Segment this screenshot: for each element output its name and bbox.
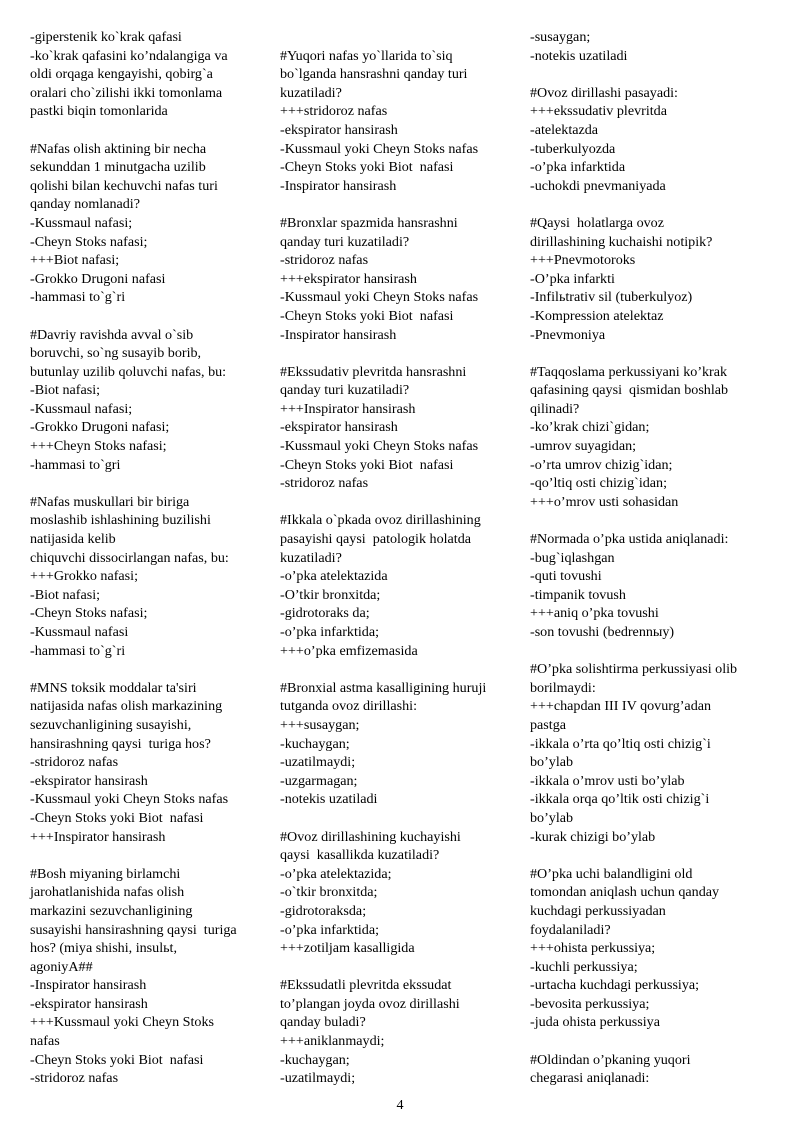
text-line: -ekspirator hansirash bbox=[30, 772, 148, 789]
text-line: -uchokdi pnevmaniyada bbox=[530, 177, 666, 194]
text-line: +++ekspirator hansirash bbox=[280, 270, 417, 287]
text-line: -Biot nafasi; bbox=[30, 382, 101, 399]
text-line bbox=[530, 846, 780, 865]
text-line: qanday turi kuzatiladi? bbox=[280, 382, 410, 399]
text-line: -o’pka infarktida; bbox=[280, 624, 380, 640]
text-line: qaysi kasallikda kuzatiladi? bbox=[280, 847, 440, 864]
text-line: sezuvchanligining susayishi, bbox=[30, 716, 192, 733]
text-line: #Davriy ravishda avval o`sib bbox=[30, 326, 194, 343]
text-line: -susaygan; bbox=[530, 29, 591, 45]
text-line: #Nafas muskullari bir biriga bbox=[30, 493, 190, 510]
text-line: pastga bbox=[530, 716, 567, 733]
text-line: sekunddan 1 minutgacha uzilib bbox=[30, 159, 206, 176]
text-line: -ekspirator hansirash bbox=[280, 419, 398, 436]
text-line: natijasida nafas olish markazining bbox=[30, 698, 223, 715]
text-line bbox=[280, 344, 520, 363]
text-line: -Cheyn Stoks yoki Biot nafasi bbox=[280, 456, 454, 473]
text-line: -Cheyn Stoks nafasi; bbox=[30, 605, 148, 622]
text-line: tomondan aniqlash uchun qanday bbox=[530, 884, 720, 901]
text-line: natijasida kelib bbox=[30, 531, 116, 548]
text-line: -Inspirator hansirash bbox=[280, 177, 397, 194]
text-line: -Infilьtrativ sil (tuberkulyoz) bbox=[530, 289, 693, 306]
text-line: #Qaysi holatlarga ovoz bbox=[530, 214, 664, 231]
text-line: -hammasi to`gri bbox=[30, 456, 121, 473]
text-line bbox=[280, 493, 520, 512]
text-line: -stridoroz nafas bbox=[30, 1070, 119, 1087]
text-line: +++o’pka emfizemasida bbox=[280, 642, 418, 659]
text-column-middle bbox=[280, 28, 520, 1088]
text-line: -Cheyn Stoks yoki Biot nafasi bbox=[30, 1051, 204, 1068]
text-line: borilmaydi: bbox=[530, 679, 596, 696]
text-line: +++ohista perkussiya; bbox=[530, 940, 656, 957]
text-line: -timpanik tovush bbox=[530, 586, 626, 603]
text-line: +++Cheyn Stoks nafasi; bbox=[30, 438, 167, 455]
text-line bbox=[530, 65, 780, 84]
text-line: pasayishi qaysi patologik holatda bbox=[280, 531, 472, 548]
text-line: jarohatlanishida nafas olish bbox=[30, 884, 185, 901]
text-line: dirillashining kuchaishi notipik? bbox=[530, 233, 713, 250]
text-line: -Kussmaul nafasi; bbox=[30, 400, 133, 417]
text-line: -Biot nafasi; bbox=[30, 586, 101, 603]
text-line: qafasining qaysi qismidan boshlab bbox=[530, 382, 729, 399]
text-line: -o’pka infarktida bbox=[530, 159, 626, 176]
text-line: -hammasi to`g`ri bbox=[30, 642, 126, 659]
text-line: susayishi hansirashning qaysi turiga bbox=[30, 921, 237, 938]
text-line: -Kussmaul yoki Cheyn Stoks nafas bbox=[280, 438, 479, 455]
text-line: -Kussmaul nafasi bbox=[30, 624, 129, 640]
text-line bbox=[280, 809, 520, 828]
text-line: chegarasi aniqlanadi: bbox=[530, 1070, 650, 1087]
text-line: -gidrotoraksda; bbox=[280, 902, 367, 919]
text-line: boruvchi, so`ng susayib borib, bbox=[30, 345, 202, 362]
text-line: #Yuqori nafas yo`llarida to`siq bbox=[280, 47, 453, 64]
text-line: hansirashning qaysi turiga hos? bbox=[30, 735, 211, 752]
text-line: kuchdagi perkussiyadan bbox=[530, 902, 666, 919]
text-line: -qo’ltiq osti chizig`idan; bbox=[530, 475, 667, 492]
text-line: -quti tovushi bbox=[530, 568, 602, 585]
text-line: kuzatiladi? bbox=[280, 549, 342, 566]
text-line: -Cheyn Stoks yoki Biot nafasi bbox=[280, 159, 454, 176]
text-line: -stridoroz nafas bbox=[30, 754, 119, 771]
text-line: #Taqqoslama perkussiyani ko’krak bbox=[530, 363, 728, 380]
text-line: -gidrotoraks da; bbox=[280, 605, 370, 622]
text-line: -tuberkulyozda bbox=[530, 140, 616, 157]
text-line: qolishi bilan kechuvchi nafas turi bbox=[30, 177, 218, 194]
text-line: -kurak chizigi bo’ylab bbox=[530, 828, 656, 845]
text-line: #Ovoz dirillashining kuchayishi bbox=[280, 828, 461, 845]
text-line bbox=[30, 307, 266, 326]
text-line bbox=[30, 121, 266, 140]
text-line bbox=[530, 1032, 780, 1051]
text-line: hos? (miya shishi, insulьt, bbox=[30, 940, 177, 957]
text-line: +++o’mrov usti sohasidan bbox=[530, 493, 679, 510]
text-line: chiquvchi dissocirlangan nafas, bu: bbox=[30, 549, 229, 566]
text-line: +++Pnevmotoroks bbox=[530, 252, 636, 269]
text-line: bo’ylab bbox=[530, 754, 574, 771]
text-line: -son tovushi (bedrennыy) bbox=[530, 624, 675, 640]
text-line: -uzatilmaydi; bbox=[280, 754, 356, 771]
text-line: -o’pka infarktida; bbox=[280, 921, 380, 938]
text-line: +++Inspirator hansirash bbox=[30, 828, 166, 845]
text-line: -kuchaygan; bbox=[280, 1051, 350, 1068]
text-line: -kuchli perkussiya; bbox=[530, 958, 638, 975]
text-line: -Inspirator hansirash bbox=[280, 326, 397, 343]
text-column-left bbox=[30, 28, 266, 1088]
text-line: butunlay uzilib qoluvchi nafas, bu: bbox=[30, 363, 227, 380]
text-line bbox=[530, 344, 780, 363]
text-line: #Bronxlar spazmida hansrashni bbox=[280, 214, 458, 231]
text-line: +++Kussmaul yoki Cheyn Stoks bbox=[30, 1014, 214, 1031]
text-line: -bevosita perkussiya; bbox=[530, 995, 650, 1012]
text-line: -notekis uzatiladi bbox=[530, 47, 628, 64]
text-line: qanday buladi? bbox=[280, 1014, 366, 1031]
text-line: +++aniklanmaydi; bbox=[280, 1033, 385, 1050]
text-line: bo`lganda hansrashni qanday turi bbox=[280, 66, 468, 83]
text-line: #Normada o’pka ustida aniqlanadi: bbox=[530, 531, 729, 548]
text-line bbox=[30, 660, 266, 679]
text-line: -Kussmaul yoki Cheyn Stoks nafas bbox=[30, 791, 229, 808]
text-line: -Kompression atelektaz bbox=[530, 307, 664, 324]
text-line: -urtacha kuchdagi perkussiya; bbox=[530, 977, 700, 994]
text-line: +++chapdan III IV qovurg’adan bbox=[530, 698, 712, 715]
text-line: -Cheyn Stoks yoki Biot nafasi bbox=[30, 809, 204, 826]
text-line: -Grokko Drugoni nafasi; bbox=[30, 419, 170, 436]
text-line bbox=[30, 846, 266, 865]
text-line: -Kussmaul yoki Cheyn Stoks nafas bbox=[280, 289, 479, 306]
text-line: qilinadi? bbox=[530, 400, 580, 417]
text-line: agoniyA## bbox=[30, 958, 93, 975]
text-line: -Pnevmoniya bbox=[530, 326, 606, 343]
text-line: -atelektazda bbox=[530, 121, 599, 138]
text-line: +++stridoroz nafas bbox=[280, 103, 388, 120]
text-line: -ikkala o’mrov usti bo’ylab bbox=[530, 772, 685, 789]
text-line: #Ikkala o`pkada ovoz dirillashining bbox=[280, 512, 481, 529]
text-line: #MNS toksik moddalar ta'siri bbox=[30, 679, 197, 696]
text-line: -o’pka atelektazida; bbox=[280, 865, 392, 882]
text-line: -stridoroz nafas bbox=[280, 475, 369, 492]
text-line: bo’ylab bbox=[530, 809, 574, 826]
text-line: -uzgarmagan; bbox=[280, 772, 358, 789]
text-line: -ekspirator hansirash bbox=[30, 995, 148, 1012]
text-line: #Bosh miyaning birlamchi bbox=[30, 865, 181, 882]
text-line: +++Inspirator hansirash bbox=[280, 400, 416, 417]
text-line: -bug`iqlashgan bbox=[530, 549, 615, 566]
text-line: -umrov suyagidan; bbox=[530, 438, 637, 455]
text-line: moslashib ishlashining buzilishi bbox=[30, 512, 211, 529]
text-line: -Kussmaul nafasi; bbox=[30, 214, 133, 231]
text-line: +++Biot nafasi; bbox=[30, 252, 120, 269]
text-line: -hammasi to`g`ri bbox=[30, 289, 126, 306]
text-line: -Grokko Drugoni nafasi bbox=[30, 270, 166, 287]
text-line: -Cheyn Stoks nafasi; bbox=[30, 233, 148, 250]
text-line: #Bronxial astma kasalligining huruji bbox=[280, 679, 487, 696]
text-line: nafas bbox=[30, 1033, 60, 1050]
text-line: -juda ohista perkussiya bbox=[530, 1014, 660, 1031]
text-line: oralari cho`zilishi ikki tomonlama bbox=[30, 84, 223, 101]
text-line: +++zotiljam kasalligida bbox=[280, 940, 415, 957]
text-line: qanday nomlanadi? bbox=[30, 196, 140, 213]
text-line: -O’pka infarkti bbox=[530, 270, 615, 287]
text-line: +++ekssudativ plevritda bbox=[530, 103, 667, 120]
text-line: foydalaniladi? bbox=[530, 921, 611, 938]
text-line: qanday turi kuzatiladi? bbox=[280, 233, 410, 250]
text-line: -ikkala o’rta qo’ltiq osti chizig`i bbox=[530, 735, 711, 752]
text-line: -stridoroz nafas bbox=[280, 252, 369, 269]
text-line: +++Grokko nafasi; bbox=[30, 568, 138, 585]
text-line: -uzatilmaydi; bbox=[280, 1070, 356, 1087]
text-line: -ekspirator hansirash bbox=[280, 121, 398, 138]
text-line: -giperstenik ko`krak qafasi bbox=[30, 29, 182, 45]
text-line: kuzatiladi? bbox=[280, 84, 342, 101]
page-number: 4 bbox=[396, 1097, 404, 1113]
text-line: +++susaygan; bbox=[280, 716, 360, 733]
text-line bbox=[280, 28, 520, 47]
text-line: -Inspirator hansirash bbox=[30, 977, 147, 994]
text-line: -ikkala orqa qo’ltik osti chizig`i bbox=[530, 791, 710, 808]
text-line bbox=[530, 195, 780, 214]
text-line bbox=[280, 195, 520, 214]
text-line: -o`tkir bronxitda; bbox=[280, 884, 378, 901]
text-line: pastki biqin tomonlarida bbox=[30, 103, 168, 120]
text-line: #Ekssudativ plevritda hansrashni bbox=[280, 363, 467, 380]
text-line: to’plangan joyda ovoz dirillashi bbox=[280, 995, 460, 1012]
text-line bbox=[30, 474, 266, 493]
text-line bbox=[280, 660, 520, 679]
text-line bbox=[530, 642, 780, 661]
text-line: #Nafas olish aktining bir necha bbox=[30, 140, 207, 157]
text-line bbox=[280, 958, 520, 977]
text-line: -O’tkir bronxitda; bbox=[280, 586, 381, 603]
text-line: -o’pka atelektazida bbox=[280, 568, 388, 585]
text-column-right bbox=[530, 28, 780, 1088]
text-line: markazini sezuvchanligining bbox=[30, 902, 193, 919]
text-line: tutganda ovoz dirillashi: bbox=[280, 698, 417, 715]
text-line: -notekis uzatiladi bbox=[280, 791, 378, 808]
text-line bbox=[530, 511, 780, 530]
text-line: #O’pka solishtirma perkussiyasi olib bbox=[530, 661, 738, 678]
text-line: #Ovoz dirillashi pasayadi: bbox=[530, 84, 678, 101]
text-line: #Oldindan o’pkaning yuqori bbox=[530, 1051, 691, 1068]
text-line: -kuchaygan; bbox=[280, 735, 350, 752]
text-line: -o’rta umrov chizig`idan; bbox=[530, 456, 673, 473]
text-line: #O’pka uchi balandligini old bbox=[530, 865, 693, 882]
text-line: -Kussmaul yoki Cheyn Stoks nafas bbox=[280, 140, 479, 157]
text-line: #Ekssudatli plevritda ekssudat bbox=[280, 977, 452, 994]
text-line: -Cheyn Stoks yoki Biot nafasi bbox=[280, 307, 454, 324]
text-line: -ko`krak qafasini ko’ndalangiga va bbox=[30, 47, 228, 64]
text-line: +++aniq o’pka tovushi bbox=[530, 605, 659, 622]
text-line: oldi orqaga kengayishi, qobirg`a bbox=[30, 66, 213, 83]
text-line: -ko’krak chizi`gidan; bbox=[530, 419, 650, 436]
